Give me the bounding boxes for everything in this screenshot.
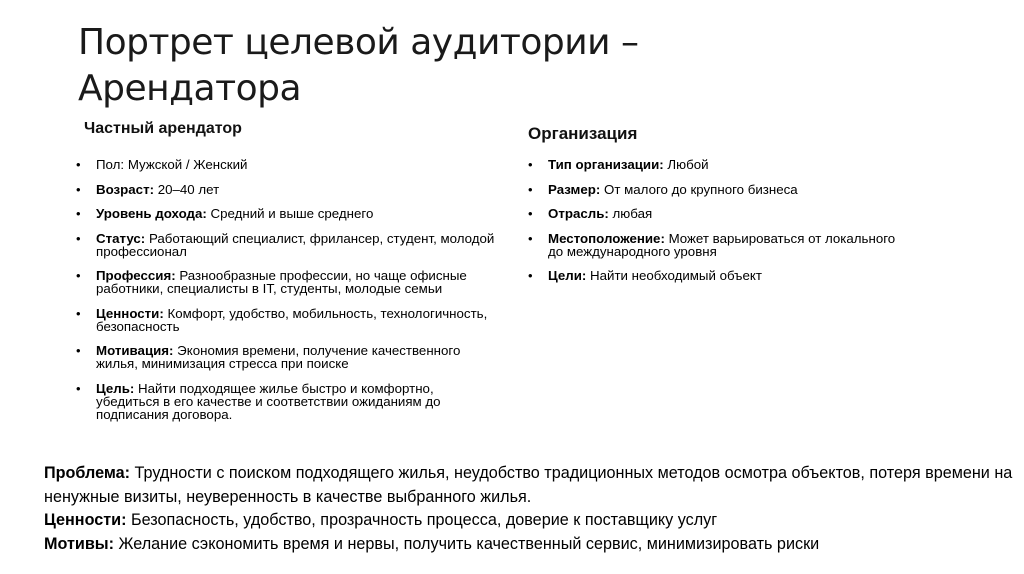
bullet-icon: • <box>528 230 533 246</box>
item-label: Мотивация: <box>96 343 174 358</box>
bullet-icon: • <box>76 343 81 358</box>
bullet-icon: • <box>528 206 533 221</box>
bullet-icon: • <box>76 206 81 221</box>
item-value: Может варьироваться от локального до международного уровня <box>548 230 896 259</box>
item-value: Найти подходящее жилье быстро и комфортно, убедиться в его качестве и соответствии ожиданиям до подписания договора. <box>96 380 441 422</box>
list-item <box>76 158 496 171</box>
bullet-icon: • <box>528 268 533 283</box>
list-item <box>76 344 496 370</box>
bullet-icon: • <box>528 157 533 172</box>
item-label: Отрасль: <box>548 206 609 221</box>
item-value: Средний и выше среднего <box>206 206 374 221</box>
list-item <box>528 207 908 220</box>
list-item <box>76 207 496 220</box>
item-label: Местоположение: <box>548 230 665 246</box>
summary-block <box>44 462 1019 556</box>
bullet-icon: • <box>76 380 81 396</box>
item-value: Любой <box>663 157 709 172</box>
item-label: Профессия: <box>96 268 176 283</box>
values-label: Ценности: <box>44 511 127 529</box>
private-tenant-list <box>76 158 496 432</box>
item-label: Тип организации: <box>548 157 664 172</box>
item-label: Размер: <box>548 181 601 197</box>
bullet-icon: • <box>76 157 81 172</box>
list-item <box>528 183 908 196</box>
item-value: Комфорт, удобство, мобильность, технологичность, безопасность <box>96 305 488 334</box>
problem-text: Трудности с поиском подходящего жилья, неудобство традиционных методов осмотра объектов, потеря времени на ненужные визиты, неуверенность в качестве выбранного жилья. <box>44 464 1013 506</box>
list-item <box>528 269 908 282</box>
item-label: Уровень дохода: <box>96 206 207 221</box>
list-item <box>76 382 496 421</box>
list-item <box>528 232 908 258</box>
list-item <box>76 269 496 295</box>
item-label: Ценности: <box>96 305 164 321</box>
problem-paragraph <box>44 462 1019 509</box>
item-value: Найти необходимый объект <box>586 268 762 283</box>
item-value: От малого до крупного бизнеса <box>600 181 798 197</box>
list-item <box>76 307 496 333</box>
bullet-icon: • <box>76 230 81 246</box>
item-value: Мужской / Женский <box>124 157 248 172</box>
item-value: Разнообразные профессии, но чаще офисные работники, специалисты в IT, студенты, молодые семьи <box>96 268 467 296</box>
bullet-icon: • <box>76 268 81 283</box>
private-tenant-heading: Частный арендатор <box>84 120 242 137</box>
slide-title-line-1: Портрет целевой аудитории – <box>78 22 639 63</box>
bullet-icon: • <box>76 181 81 197</box>
values-text: Безопасность, удобство, прозрачность процесса, доверие к поставщику услуг <box>126 511 718 529</box>
item-label: Цели: <box>548 268 587 283</box>
motives-label: Мотивы: <box>44 534 115 553</box>
item-label: Цель: <box>96 380 135 396</box>
organization-list <box>528 158 908 294</box>
slide-title-line-2: Арендатора <box>78 68 302 109</box>
item-value: Экономия времени, получение качественного жилья, минимизация стресса при поиске <box>96 343 461 371</box>
list-item <box>76 183 496 196</box>
bullet-icon: • <box>76 305 81 321</box>
list-item <box>528 158 908 171</box>
bullet-icon: • <box>528 181 533 197</box>
values-paragraph <box>44 509 1019 533</box>
item-label: Статус: <box>96 230 146 246</box>
motives-text: Желание сэкономить время и нервы, получить качественный сервис, минимизировать риски <box>114 534 820 553</box>
item-value: Работающий специалист, фрилансер, студент, молодой профессионал <box>96 230 495 259</box>
list-item <box>76 232 496 258</box>
item-value: 20–40 лет <box>154 181 220 197</box>
motives-paragraph <box>44 533 1019 557</box>
organization-heading: Организация <box>528 124 638 143</box>
item-label: Пол: <box>96 157 125 172</box>
slide-title <box>78 20 978 112</box>
item-value: любая <box>608 206 653 221</box>
problem-label: Проблема: <box>44 464 131 482</box>
item-label: Возраст: <box>96 181 155 197</box>
